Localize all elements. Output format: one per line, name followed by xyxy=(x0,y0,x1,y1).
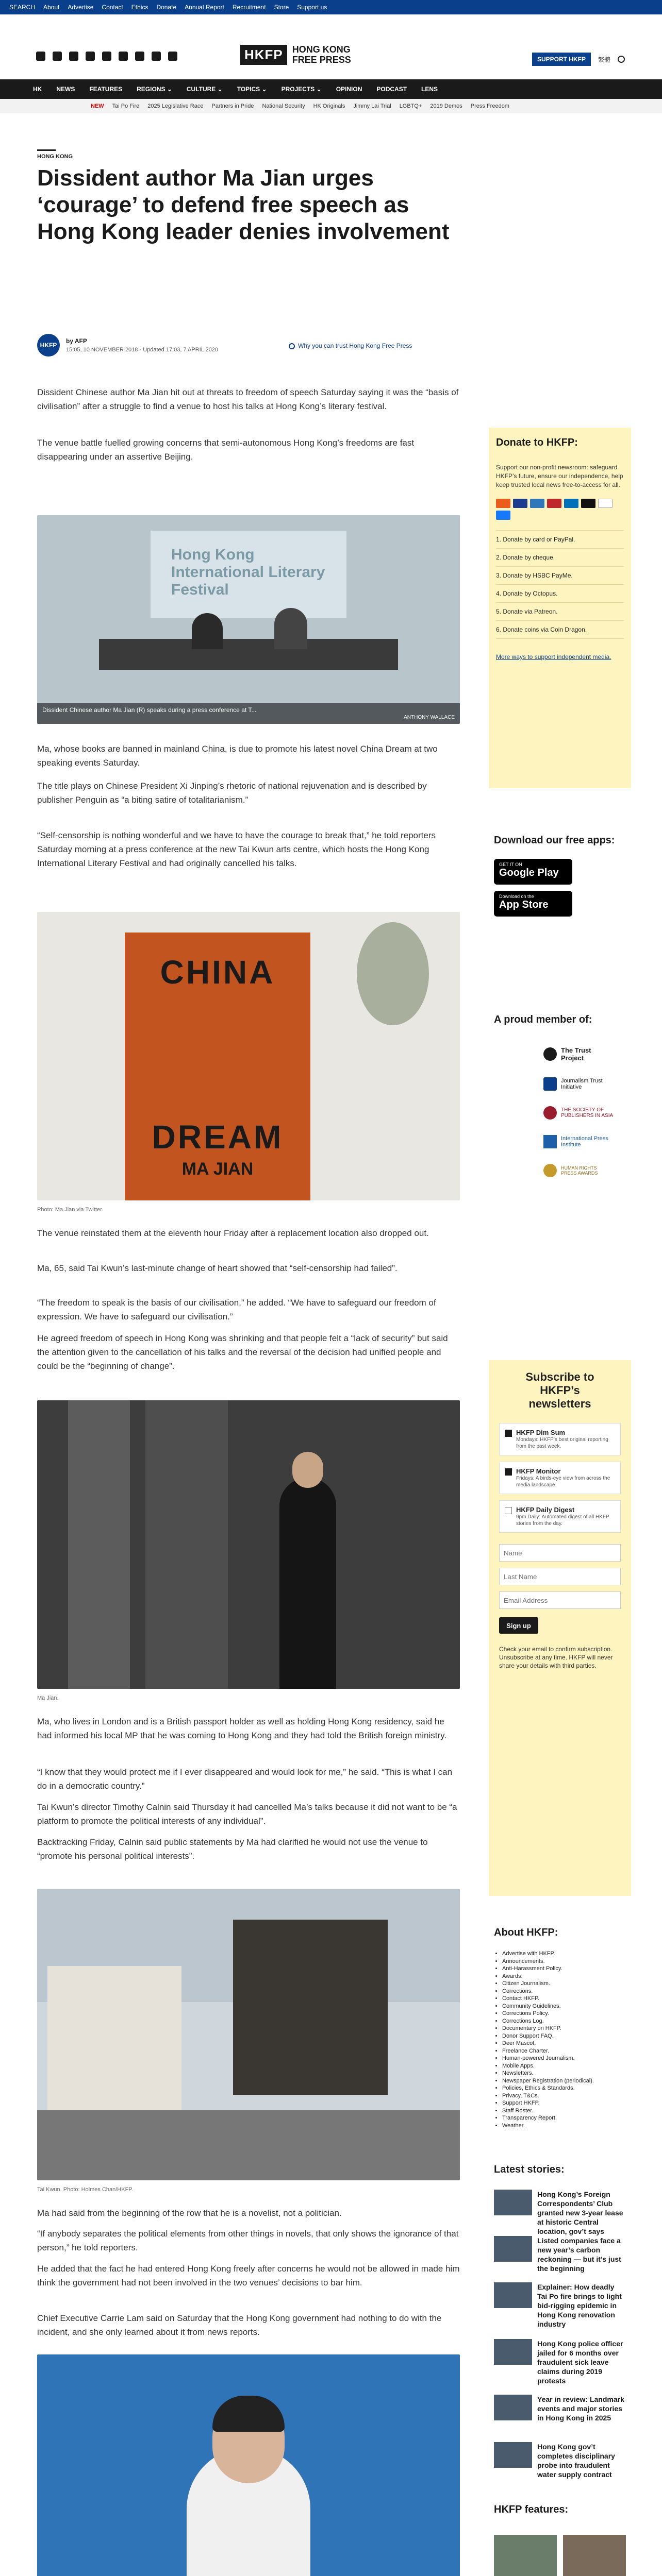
nav-topics[interactable] xyxy=(237,86,267,93)
photo-caption: Ma Jian. xyxy=(37,1695,59,1701)
newsletter-option[interactable] xyxy=(499,1500,621,1533)
nav-culture-label: CULTURE xyxy=(186,86,216,93)
about-item[interactable]: • Corrections Policy. xyxy=(502,2010,626,2018)
paragraph: Ma, who lives in London and is a British passport holder as well as holding Hong Kong residency, said he had informed his local MP that he was coming to Hong Kong and they had told the British foreign ministry. xyxy=(37,1717,447,1740)
donate-option[interactable] xyxy=(496,566,624,584)
plant-leaves xyxy=(357,922,429,1025)
nav-podcast[interactable]: PODCAST xyxy=(376,86,407,93)
chevron-down-icon: ⌄ xyxy=(217,86,223,93)
rss-icon[interactable] xyxy=(168,52,177,61)
elevator-wall xyxy=(68,1400,130,1689)
about-item[interactable]: • Contact HKFP. xyxy=(502,1995,626,2003)
paragraph: “I know that they would protect me if I ever disappeared and would look for me,” he said. “This is what I can do in a democratic country.” xyxy=(37,1767,453,1791)
payment-icons xyxy=(496,499,624,520)
story-thumbnail xyxy=(494,2236,532,2262)
press-conference-photo xyxy=(37,515,460,724)
nav-opinion[interactable]: OPINION xyxy=(336,86,362,93)
about-item[interactable]: • Community Guidelines. xyxy=(502,2003,626,2010)
main-nav xyxy=(0,79,662,99)
newsletter-title: Subscribe to HKFP’s newsletters xyxy=(525,1370,594,1410)
donate-panel xyxy=(489,428,631,788)
feature-card[interactable] xyxy=(563,2535,626,2576)
street xyxy=(37,2110,460,2180)
story-title: Hong Kong’s Foreign Correspondents’ Club granted new 3-year lease at historic Central location, gov’t says xyxy=(537,2190,623,2235)
features-title-wrap xyxy=(494,2504,626,2516)
story-thumbnail xyxy=(494,2339,532,2365)
newsletter-note: Check your email to confirm subscription. Unsubscribe at any time. HKFP will never share your details with third parties. xyxy=(499,1646,613,1669)
search-link[interactable]: SEARCH xyxy=(9,4,36,11)
nav-hk[interactable]: HK xyxy=(33,86,42,93)
trust-link[interactable] xyxy=(289,342,412,349)
nav-topics-label: TOPICS xyxy=(237,86,260,93)
about-item[interactable]: • Donor Support FAQ. xyxy=(502,2032,626,2040)
story-thumbnail xyxy=(494,2282,532,2308)
story-title: Year in review: Landmark events and major stories in Hong Kong in 2025 xyxy=(537,2395,624,2422)
story-thumbnail xyxy=(494,2395,532,2420)
paragraph: Ma, whose books are banned in mainland China, is due to promote his latest novel China Dream at two speaking events Saturday. xyxy=(37,744,438,768)
sopa-logo[interactable] xyxy=(543,1106,626,1120)
amex-icon xyxy=(530,499,544,508)
threads-icon[interactable] xyxy=(119,52,128,61)
x-icon[interactable] xyxy=(53,52,62,61)
bluesky-icon[interactable] xyxy=(135,52,144,61)
new-badge: NEW xyxy=(91,103,104,109)
about-item[interactable]: • Privacy, T&Cs. xyxy=(502,2092,626,2100)
hrpa-logo[interactable] xyxy=(543,1164,626,1177)
apps-panel xyxy=(494,835,626,917)
logo-mark-icon xyxy=(543,1164,557,1177)
newsletter-name: HKFP Daily Digest xyxy=(516,1506,575,1514)
nav-regions-label: REGIONS xyxy=(137,86,166,93)
ipi-logo[interactable] xyxy=(543,1135,626,1148)
site-logo[interactable] xyxy=(240,44,351,65)
paragraph: The venue battle fuelled growing concerns that semi-autonomous Hong Kong’s freedoms are fast disappearing under an assertive Beijing. xyxy=(37,438,415,462)
newsletter-panel xyxy=(489,1360,631,1896)
about-title: About HKFP: xyxy=(494,1927,558,1938)
about-panel xyxy=(494,1927,626,2129)
checkbox-checked[interactable] xyxy=(505,1430,512,1437)
recruitment-link[interactable]: Recruitment xyxy=(232,4,266,11)
alipay-icon xyxy=(496,511,510,520)
unionpay-icon xyxy=(547,499,561,508)
logo-line-1: HONG KONG xyxy=(292,44,351,55)
about-link[interactable]: About xyxy=(43,4,60,11)
facebook-icon[interactable] xyxy=(36,52,45,61)
person-hair xyxy=(212,2396,285,2432)
article-byline xyxy=(37,334,218,357)
nav-lens[interactable]: LENS xyxy=(421,86,438,93)
about-item[interactable]: • Support HKFP. xyxy=(502,2099,626,2107)
paragraph: Chief Executive Carrie Lam said on Saturday that the Hong Kong government had nothing to do with the incident, and she only learned about it from news reports. xyxy=(37,2313,442,2337)
instagram-icon[interactable] xyxy=(69,52,78,61)
chevron-down-icon: ⌄ xyxy=(167,86,172,93)
book-photo xyxy=(37,912,460,1200)
search-icon[interactable] xyxy=(618,56,625,63)
festival-banner-text: Hong Kong International Literary Festival xyxy=(171,546,325,598)
feature-image xyxy=(563,2535,626,2576)
annual-report-link[interactable]: Annual Report xyxy=(185,4,224,11)
about-item[interactable]: • Mobile Apps. xyxy=(502,2062,626,2070)
about-list xyxy=(494,1950,626,2129)
old-building xyxy=(47,1966,181,2110)
checkbox-unchecked[interactable] xyxy=(505,1507,512,1514)
badge-small: GET IT ON xyxy=(499,862,522,867)
language-switch[interactable]: 繁體 xyxy=(598,56,610,63)
about-item[interactable]: • Announcements. xyxy=(502,1958,626,1965)
about-item[interactable]: • Documentary on HKFP. xyxy=(502,2025,626,2032)
about-item[interactable]: • Newspaper Registration (periodical). xyxy=(502,2077,626,2085)
paragraph: The title plays on Chinese President Xi Jinping’s rhetoric of national rejuvenation and is described by publisher Penguin as “a biting satire of totalitarianism.” xyxy=(37,781,427,805)
mail-icon[interactable] xyxy=(152,52,161,61)
author-name[interactable]: by AFP xyxy=(66,337,87,345)
donate-option[interactable] xyxy=(496,620,624,639)
feature-image xyxy=(494,2535,557,2576)
chevron-down-icon: ⌄ xyxy=(316,86,322,93)
caption-credit: ANTHONY WALLACE xyxy=(404,715,455,720)
latest-story[interactable] xyxy=(494,2339,626,2385)
photo-caption: Tai Kwun. Photo: Holmes Chan/HKFP. xyxy=(37,2187,134,2193)
donate-option-label: 1. Donate by card or PayPal. xyxy=(496,536,575,543)
paypal-icon xyxy=(564,499,578,508)
logo-mark-icon xyxy=(543,1135,557,1148)
press-table xyxy=(99,639,398,670)
trending-item[interactable]: HK Originals xyxy=(313,103,345,109)
checkbox-checked[interactable] xyxy=(505,1468,512,1476)
logo-line-2: FREE PRESS xyxy=(292,55,351,65)
badge-small: Download on the xyxy=(499,894,534,899)
about-item[interactable]: • Newsletters. xyxy=(502,2070,626,2077)
trending-item[interactable]: 2025 Legislative Race xyxy=(147,103,204,109)
tai-kwun-building xyxy=(233,1920,388,2095)
trust-project-logo[interactable] xyxy=(543,1046,626,1062)
newsletter-option[interactable] xyxy=(499,1462,621,1494)
about-item[interactable]: • Awards. xyxy=(502,1973,626,1980)
newsletter-desc: 9pm Daily: Automated digest of all HKFP stories from the day. xyxy=(516,1514,609,1527)
latest-title: Latest stories: xyxy=(494,2164,565,2175)
latest-story[interactable] xyxy=(494,2395,626,2422)
latest-story[interactable] xyxy=(494,2442,626,2479)
google-play-badge[interactable] xyxy=(494,859,572,885)
about-item[interactable]: • Citizen Journalism. xyxy=(502,1980,626,1988)
paragraph: “Self-censorship is nothing wonderful and we have to have the courage to break that,” he told reporters Saturday morning at a press conference at the new Tai Kwun arts centre, which hosts the Hong Kong International Literary Festival and had originally cancelled his talks. xyxy=(37,831,436,868)
donate-option-label: 6. Donate coins via Coin Dragon. xyxy=(496,626,587,633)
book-title-1: CHINA xyxy=(160,954,275,991)
paragraph: “The freedom to speak is the basis of our civilisation,” he added. “We have to safeguard our freedom of expression. We have to safeguard our civilisation.” xyxy=(37,1298,436,1321)
story-thumbnail xyxy=(494,2442,532,2468)
logo-mark-icon xyxy=(543,1047,557,1061)
member-name: Journalism Trust Initiative xyxy=(561,1078,603,1090)
nav-news[interactable]: NEWS xyxy=(56,86,75,93)
about-item[interactable]: • Anti-Harassment Policy. xyxy=(502,1965,626,1973)
photo-caption-overlay xyxy=(37,703,460,724)
story-title: Hong Kong police officer jailed for 6 months over fraudulent sick leave claims during 2019 protests xyxy=(537,2340,623,2385)
donate-more-link[interactable]: More ways to support independent media. xyxy=(496,653,611,660)
logo-mark-icon xyxy=(543,1077,557,1091)
nav-projects[interactable] xyxy=(282,86,322,93)
story-title: Listed companies face a new year’s carbon reckoning — but it’s just the beginning xyxy=(537,2236,621,2273)
about-item[interactable]: • Weather. xyxy=(502,2122,626,2130)
person-figure xyxy=(279,1478,336,1689)
paragraph: Ma had said from the beginning of the row that he is a novelist, not a politician. xyxy=(37,2208,342,2218)
newsletter-desc: Mondays: HKFP’s best original reporting from the past week. xyxy=(516,1437,608,1449)
paragraph: He added that the fact he had entered Hong Kong freely after concerns he would not be allowed in made him think the government had not been involved in the two venues’ decisions to bar him. xyxy=(37,2264,460,2287)
youtube-icon[interactable] xyxy=(86,52,95,61)
trending-item[interactable]: LGBTQ+ xyxy=(399,103,422,109)
donate-option-label: 4. Donate by Octopus. xyxy=(496,590,558,597)
trending-item[interactable]: National Security xyxy=(262,103,305,109)
trust-icon xyxy=(289,343,295,349)
member-name: THE SOCIETY OF PUBLISHERS IN ASIA xyxy=(561,1107,614,1118)
photo-caption: Photo: Ma Jian via Twitter. xyxy=(37,1207,104,1213)
app-store-badge[interactable] xyxy=(494,891,572,917)
carrie-lam-photo xyxy=(37,2354,460,2576)
about-item[interactable]: • Policies, Ethics & Standards. xyxy=(502,2084,626,2092)
nav-features[interactable]: FEATURES xyxy=(89,86,123,93)
nav-regions[interactable] xyxy=(137,86,172,93)
paragraph: The venue reinstated them at the eleventh hour Friday after a replacement location also dropped out. xyxy=(37,1228,429,1238)
caption-text: Dissident Chinese author Ma Jian (R) speaks during a press conference at T... xyxy=(42,706,257,714)
donate-option-label: 3. Donate by HSBC PayMe. xyxy=(496,572,573,579)
paragraph: Backtracking Friday, Calnin said public statements by Ma had clarified he would not use the venue to “promote his personal political interests”. xyxy=(37,1837,428,1861)
trending-item[interactable]: Jimmy Lai Trial xyxy=(353,103,391,109)
latest-story[interactable] xyxy=(494,2282,626,2329)
donate-option[interactable] xyxy=(496,584,624,602)
donate-link[interactable]: Donate xyxy=(156,4,177,11)
about-item[interactable]: • Transparency Report. xyxy=(502,2114,626,2122)
apps-title: Download our free apps: xyxy=(494,835,615,846)
donate-option[interactable] xyxy=(496,530,624,548)
category-rule xyxy=(37,149,56,151)
trending-bar xyxy=(0,99,662,113)
features-title: HKFP features: xyxy=(494,2504,569,2515)
article-headline: Dissident author Ma Jian urges ‘courage’ to defend free speech as Hong Kong leader denies involvement xyxy=(37,165,450,244)
trending-item[interactable]: Tai Po Fire xyxy=(112,103,140,109)
newsletter-name: HKFP Dim Sum xyxy=(516,1429,566,1436)
advertise-link[interactable]: Advertise xyxy=(68,4,94,11)
site-header xyxy=(0,14,662,79)
newsletter-name: HKFP Monitor xyxy=(516,1467,561,1475)
elevator-door xyxy=(145,1400,228,1689)
logo-mark: HKFP xyxy=(240,45,287,65)
mastercard-icon xyxy=(496,499,510,508)
donate-option-label: 2. Donate by cheque. xyxy=(496,554,555,561)
feature-card[interactable] xyxy=(494,2535,557,2576)
donate-option-label: 5. Donate via Patreon. xyxy=(496,608,558,615)
applepay-icon xyxy=(581,499,595,508)
contact-link[interactable]: Contact xyxy=(102,4,123,11)
tai-kwun-photo xyxy=(37,1889,460,2180)
paragraph: “If anybody separates the political elements from other things in novels, that only shows the ignorance of that person,” he told reporters. xyxy=(37,2229,459,2252)
trending-item[interactable]: 2019 Demos xyxy=(430,103,462,109)
member-name: HUMAN RIGHTS PRESS AWARDS xyxy=(561,1165,598,1176)
about-item[interactable]: • Advertise with HKFP. xyxy=(502,1950,626,1958)
paragraph: He agreed freedom of speech in Hong Kong was shrinking and that people felt a “lack of security” but said the attention given to the cancellation of his talks and the reversal of the decision had unified people and could be the “beginning of change”. xyxy=(37,1333,448,1371)
latest-story[interactable] xyxy=(494,2236,626,2273)
newsletter-desc: Fridays: A birds-eye view from across the media landscape. xyxy=(516,1476,610,1488)
sign-up-button[interactable]: Sign up xyxy=(499,1617,538,1634)
store-link[interactable]: Store xyxy=(274,4,289,11)
about-item[interactable]: • Corrections. xyxy=(502,1988,626,1995)
story-title: Explainer: How deadly Tai Po fire brings to light bid-rigging epidemic in Hong Kong renovation industry xyxy=(537,2283,622,2328)
email-input[interactable] xyxy=(499,1591,621,1609)
badge-main: App Store xyxy=(499,899,549,910)
nav-projects-label: PROJECTS xyxy=(281,86,315,93)
ethics-link[interactable]: Ethics xyxy=(131,4,148,11)
member-name: International Press Institute xyxy=(561,1136,608,1148)
newsletter-option[interactable] xyxy=(499,1423,621,1455)
logo-mark-icon xyxy=(543,1106,557,1120)
donate-option[interactable] xyxy=(496,602,624,620)
about-item[interactable]: • Corrections Log. xyxy=(502,2018,626,2025)
paragraph: Tai Kwun’s director Timothy Calnin said Thursday it had cancelled Ma’s talks because it did not want to be “a platform to promote the political interests of any individual”. xyxy=(37,1802,457,1826)
about-item[interactable]: • Staff Roster. xyxy=(502,2107,626,2115)
article-category[interactable]: HONG KONG xyxy=(37,154,73,160)
author-avatar: HKFP xyxy=(37,334,60,357)
trending-item[interactable]: Press Freedom xyxy=(470,103,509,109)
nav-culture[interactable] xyxy=(187,86,223,93)
top-utility-bar xyxy=(0,0,662,14)
about-item[interactable]: • Freelance Charter. xyxy=(502,2047,626,2055)
trust-link-text: Why you can trust Hong Kong Free Press xyxy=(298,342,412,349)
story-thumbnail xyxy=(494,2190,532,2215)
name-input[interactable] xyxy=(499,1544,621,1562)
donate-title: Donate to HKFP: xyxy=(496,437,578,448)
speaker-figure xyxy=(192,613,223,649)
members-panel xyxy=(494,1014,626,1177)
members-title: A proud member of: xyxy=(494,1014,592,1025)
about-item[interactable]: • Human-powered Journalism. xyxy=(502,2055,626,2062)
member-name: The Trust Project xyxy=(561,1046,591,1062)
book-title-2: DREAM xyxy=(152,1118,284,1156)
donate-options xyxy=(496,530,624,639)
jti-logo[interactable] xyxy=(543,1077,626,1091)
latest-story[interactable] xyxy=(494,2190,626,2236)
latest-title-wrap xyxy=(494,2164,626,2176)
donate-text: Support our non-profit newsroom: safeguard HKFP’s future, ensure our independence, help keep trusted local news free-to-access for all. xyxy=(496,464,623,488)
visa-icon xyxy=(513,499,527,508)
badge-main: Google Play xyxy=(499,867,559,878)
story-title: Hong Kong gov’t completes disciplinary probe into fraudulent water supply contract xyxy=(537,2443,615,2479)
ma-jian-photo xyxy=(37,1400,460,1689)
paragraph: Ma, 65, said Tai Kwun’s last-minute change of heart showed that “self-censorship had failed”. xyxy=(37,1263,398,1273)
article-date: 15:05, 10 NOVEMBER 2018 · Updated 17:03, 7 APRIL 2020 xyxy=(66,347,218,353)
linkedin-icon[interactable] xyxy=(102,52,111,61)
trending-item[interactable]: Partners in Pride xyxy=(211,103,254,109)
donate-option[interactable] xyxy=(496,548,624,566)
support-hkfp-button[interactable]: SUPPORT HKFP xyxy=(532,53,591,66)
support-us-link[interactable]: Support us xyxy=(297,4,327,11)
book-author: MA JIAN xyxy=(181,1159,254,1179)
paragraph: Dissident Chinese author Ma Jian hit out at threats to freedom of speech Saturday saying it was the “basis of civilisation” after a struggle to find a venue to host his talks at Hong Kong’s literary festival. xyxy=(37,387,459,411)
person-head xyxy=(292,1452,323,1488)
social-icons xyxy=(36,52,177,61)
googlepay-icon xyxy=(598,499,613,508)
last-name-input[interactable] xyxy=(499,1568,621,1585)
chevron-down-icon: ⌄ xyxy=(261,86,267,93)
about-item[interactable]: • Deer Mascot. xyxy=(502,2040,626,2047)
speaker-figure xyxy=(274,608,307,649)
